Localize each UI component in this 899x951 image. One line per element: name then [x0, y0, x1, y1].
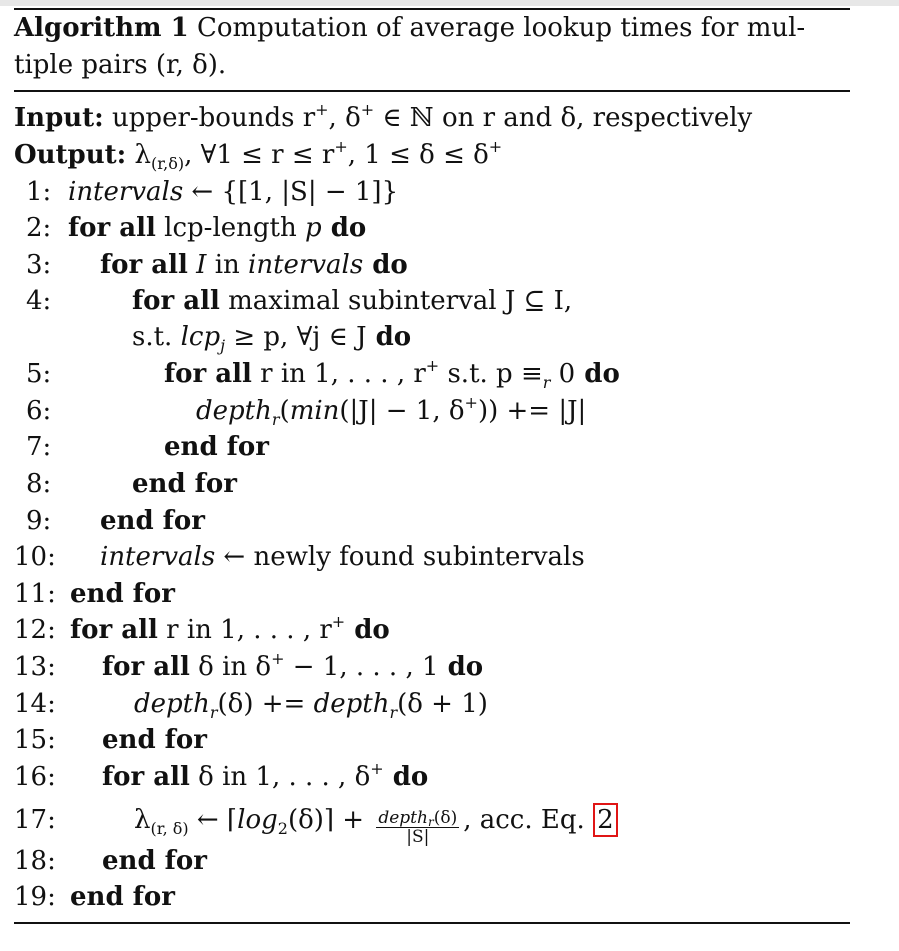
- line-number: 17:: [14, 805, 56, 835]
- input-text: upper-bounds r+, δ+ ∈ ℕ on r and δ, respectively: [112, 100, 753, 133]
- algorithm-caption: [14, 10, 850, 84]
- line-number: 7:: [26, 432, 52, 462]
- line-number: 1:: [26, 177, 52, 207]
- caption-text-2: tiple pairs (r, δ).: [14, 50, 227, 80]
- line-number: 6:: [26, 396, 52, 426]
- input-label: Input:: [14, 103, 104, 133]
- caption-rule: [14, 90, 850, 92]
- line-number: 9:: [26, 506, 52, 536]
- algorithm-label: Algorithm 1: [14, 13, 189, 43]
- equation-reference-link[interactable]: 2: [593, 803, 618, 837]
- bottom-rule: [14, 922, 850, 924]
- line-number: 18:: [14, 846, 56, 876]
- line-number: 13:: [14, 652, 56, 682]
- line-number: 15:: [14, 725, 56, 755]
- line-number: 11:: [14, 579, 56, 609]
- depth-over-S-fraction: $\frac{depth_r(\delta)}{|S|}$: [378, 808, 458, 847]
- line-number: 14:: [14, 689, 56, 719]
- input-line: [14, 100, 753, 133]
- output-text: $\lambda_{(r,\delta)}$, ∀1 ≤ r ≤ r+, 1 ≤ δ ≤ δ+: [134, 137, 503, 173]
- page-top-edge: [0, 0, 899, 6]
- line-number: 4:: [26, 286, 52, 316]
- line-number: 12:: [14, 615, 56, 645]
- caption-text-1: Computation of average lookup times for mul-: [196, 13, 806, 43]
- line-number: 10:: [14, 542, 56, 572]
- line-number: 8:: [26, 469, 52, 499]
- line-number: 16:: [14, 762, 56, 792]
- line-number: 19:: [14, 882, 56, 912]
- line-number: 2:: [26, 213, 52, 243]
- line-number: 3:: [26, 250, 52, 280]
- output-line: [14, 137, 503, 173]
- line-number: 5:: [26, 359, 52, 389]
- output-label: Output:: [14, 140, 127, 170]
